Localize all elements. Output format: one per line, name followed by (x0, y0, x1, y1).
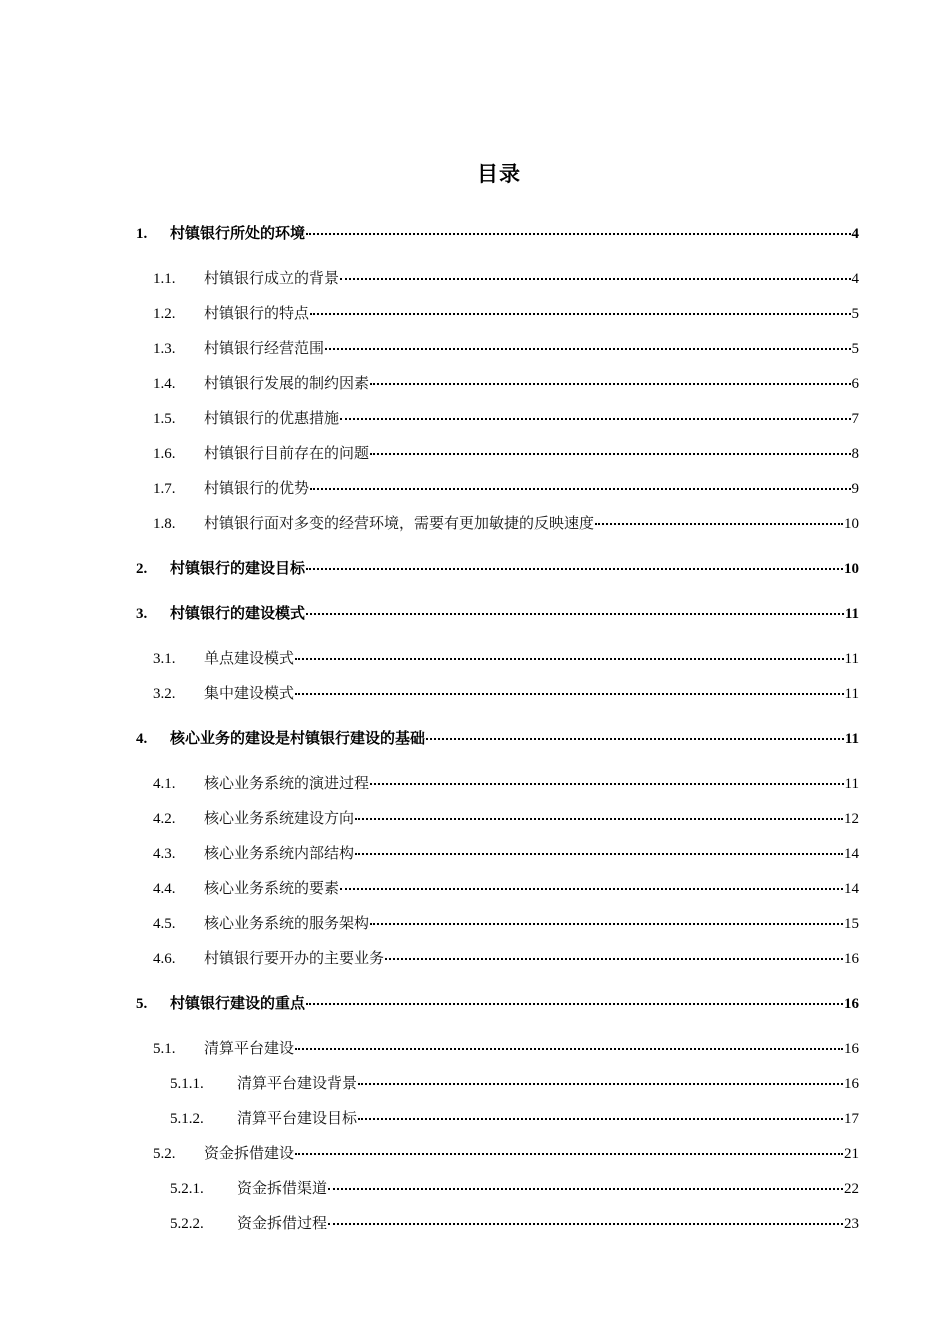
toc-entry-number: 3.2. (153, 686, 176, 702)
toc-entry[interactable] (153, 877, 859, 899)
toc-entry-number: 1.5. (153, 411, 176, 427)
toc-dot-leader (355, 818, 843, 820)
toc-dot-leader (358, 1118, 843, 1120)
toc-entry-text: 村镇银行的优势 (204, 479, 310, 497)
toc-entry[interactable] (153, 407, 859, 429)
toc-dot-leader (340, 888, 843, 890)
toc-entry-page: 11 (844, 776, 859, 792)
toc-entry-number: 4.2. (153, 811, 176, 827)
toc-entry-page: 14 (844, 846, 859, 862)
toc-entry[interactable] (153, 947, 859, 969)
toc-entry-number: 4.3. (153, 846, 176, 862)
toc-entry-number: 2. (136, 561, 148, 577)
toc-entry-number: 4.1. (153, 776, 176, 792)
toc-entry-number: 1. (136, 226, 148, 242)
toc-entry[interactable] (153, 372, 859, 394)
toc-entry-text: 村镇银行成立的背景 (204, 269, 340, 287)
toc-entry-page: 4 (851, 226, 859, 242)
toc-entry-text: 核心业务系统的要素 (204, 879, 340, 897)
toc-entry-number: 5.1.1. (170, 1076, 204, 1092)
toc-entry[interactable] (136, 727, 859, 749)
toc-entry-page: 10 (844, 561, 859, 577)
toc-entry[interactable] (153, 842, 859, 864)
toc-dot-leader (595, 523, 843, 525)
toc-dot-leader (306, 613, 844, 615)
toc-entry[interactable] (153, 337, 859, 359)
toc-entry[interactable] (136, 992, 859, 1014)
toc-dot-leader (295, 1153, 843, 1155)
toc-dot-leader (370, 383, 850, 385)
toc-dot-leader (295, 1048, 843, 1050)
toc-entry[interactable] (136, 222, 859, 244)
toc-entry-page: 6 (851, 376, 859, 392)
toc-entry-number: 5.1.2. (170, 1111, 204, 1127)
toc-dot-leader (355, 853, 843, 855)
toc-entry-page: 7 (851, 411, 859, 427)
toc-entry-page: 9 (851, 481, 859, 497)
toc-entry-number: 5. (136, 996, 148, 1012)
toc-entry[interactable] (136, 557, 859, 579)
toc-entry-page: 5 (851, 341, 859, 357)
toc-entry-text: 清算平台建设 (204, 1039, 295, 1057)
toc-entry-text: 核心业务系统建设方向 (204, 809, 355, 827)
toc-entry-number: 5.1. (153, 1041, 176, 1057)
toc-entry[interactable] (153, 267, 859, 289)
toc-entry[interactable] (153, 1142, 859, 1164)
toc-entry-number: 4. (136, 731, 148, 747)
toc-entry-page: 4 (851, 271, 859, 287)
toc-entry-number: 5.2.2. (170, 1216, 204, 1232)
toc-entry-number: 1.7. (153, 481, 176, 497)
toc-entry-page: 16 (844, 1041, 859, 1057)
toc-entry-number: 1.1. (153, 271, 176, 287)
toc-dot-leader (295, 658, 844, 660)
toc-entry-number: 3. (136, 606, 148, 622)
toc-entry[interactable] (153, 772, 859, 794)
toc-entry[interactable] (136, 602, 859, 624)
toc-entry-text: 资金拆借过程 (237, 1214, 328, 1232)
toc-entry[interactable] (153, 1037, 859, 1059)
toc-entry[interactable] (153, 477, 859, 499)
toc-entry-page: 23 (844, 1216, 859, 1232)
toc-dot-leader (306, 1003, 843, 1005)
toc-entry-page: 16 (844, 996, 859, 1012)
toc-entry-page: 15 (844, 916, 859, 932)
toc-entry-number: 5.2.1. (170, 1181, 204, 1197)
toc-entry-text: 核心业务的建设是村镇银行建设的基础 (170, 729, 426, 747)
toc-entry[interactable] (170, 1072, 859, 1094)
toc-entry[interactable] (153, 912, 859, 934)
toc-entry-page: 11 (844, 731, 859, 747)
toc-dot-leader (306, 233, 850, 235)
toc-entry-text: 核心业务系统的服务架构 (204, 914, 370, 932)
toc-entry-text: 村镇银行的特点 (204, 304, 310, 322)
toc-entry-page: 22 (844, 1181, 859, 1197)
toc-title: 目录 (477, 162, 521, 186)
toc-entry-number: 4.6. (153, 951, 176, 967)
toc-entry[interactable] (170, 1107, 859, 1129)
toc-entry-number: 1.8. (153, 516, 176, 532)
toc-dot-leader (370, 923, 843, 925)
toc-entry-text: 村镇银行发展的制约因素 (204, 374, 370, 392)
toc-entry-text: 村镇银行要开办的主要业务 (204, 949, 385, 967)
toc-dot-leader (325, 348, 850, 350)
toc-entry-text: 村镇银行建设的重点 (170, 994, 306, 1012)
toc-entry-page: 8 (851, 446, 859, 462)
toc-entry-number: 1.3. (153, 341, 176, 357)
toc-dot-leader (295, 693, 844, 695)
toc-entry-text: 村镇银行经营范围 (204, 339, 325, 357)
toc-entry-text: 村镇银行面对多变的经营环境，需要有更加敏捷的反映速度 (204, 514, 595, 532)
toc-dot-leader (310, 313, 850, 315)
toc-dot-leader (306, 568, 843, 570)
toc-entry-page: 12 (844, 811, 859, 827)
toc-entry-page: 10 (844, 516, 859, 532)
toc-dot-leader (426, 738, 844, 740)
toc-entry-text: 资金拆借建设 (204, 1144, 295, 1162)
toc-entry[interactable] (170, 1177, 859, 1199)
toc-entry-number: 1.6. (153, 446, 176, 462)
toc-entry[interactable] (153, 682, 859, 704)
toc-entry-text: 单点建设模式 (204, 649, 295, 667)
toc-dot-leader (310, 488, 850, 490)
toc-entry-number: 3.1. (153, 651, 176, 667)
toc-entry-page: 21 (844, 1146, 859, 1162)
toc-dot-leader (340, 278, 850, 280)
toc-entry-text: 核心业务系统内部结构 (204, 844, 355, 862)
toc-dot-leader (370, 783, 844, 785)
toc-dot-leader (340, 418, 850, 420)
toc-entry-text: 村镇银行所处的环境 (170, 224, 306, 242)
toc-entry-number: 4.5. (153, 916, 176, 932)
toc-entry[interactable] (153, 807, 859, 829)
toc-entry[interactable] (153, 512, 859, 534)
toc-entry-text: 村镇银行目前存在的问题 (204, 444, 370, 462)
toc-entry-page: 11 (844, 606, 859, 622)
toc-entry-page: 16 (844, 951, 859, 967)
toc-entry[interactable] (170, 1212, 859, 1234)
toc-entry-page: 17 (844, 1111, 859, 1127)
toc-entry[interactable] (153, 647, 859, 669)
toc-entry-text: 村镇银行的优惠措施 (204, 409, 340, 427)
toc-entry-text: 清算平台建设背景 (237, 1074, 358, 1092)
toc-entry-number: 1.2. (153, 306, 176, 322)
toc-entry-text: 核心业务系统的演进过程 (204, 774, 370, 792)
toc-dot-leader (370, 453, 850, 455)
toc-entry-page: 5 (851, 306, 859, 322)
toc-entry-page: 14 (844, 881, 859, 897)
toc-dot-leader (328, 1223, 843, 1225)
toc-entry[interactable] (153, 442, 859, 464)
toc-entry-number: 1.4. (153, 376, 176, 392)
toc-entry-page: 16 (844, 1076, 859, 1092)
toc-entry[interactable] (153, 302, 859, 324)
toc-entry-text: 村镇银行的建设模式 (170, 604, 306, 622)
toc-entry-text: 资金拆借渠道 (237, 1179, 328, 1197)
toc-entry-number: 5.2. (153, 1146, 176, 1162)
toc-entry-text: 清算平台建设目标 (237, 1109, 358, 1127)
toc-dot-leader (328, 1188, 843, 1190)
toc-entry-text: 村镇银行的建设目标 (170, 559, 306, 577)
toc-entry-page: 11 (844, 651, 859, 667)
toc-entry-number: 4.4. (153, 881, 176, 897)
toc-dot-leader (358, 1083, 843, 1085)
toc-dot-leader (385, 958, 843, 960)
toc-entry-page: 11 (844, 686, 859, 702)
toc-entry-text: 集中建设模式 (204, 684, 295, 702)
